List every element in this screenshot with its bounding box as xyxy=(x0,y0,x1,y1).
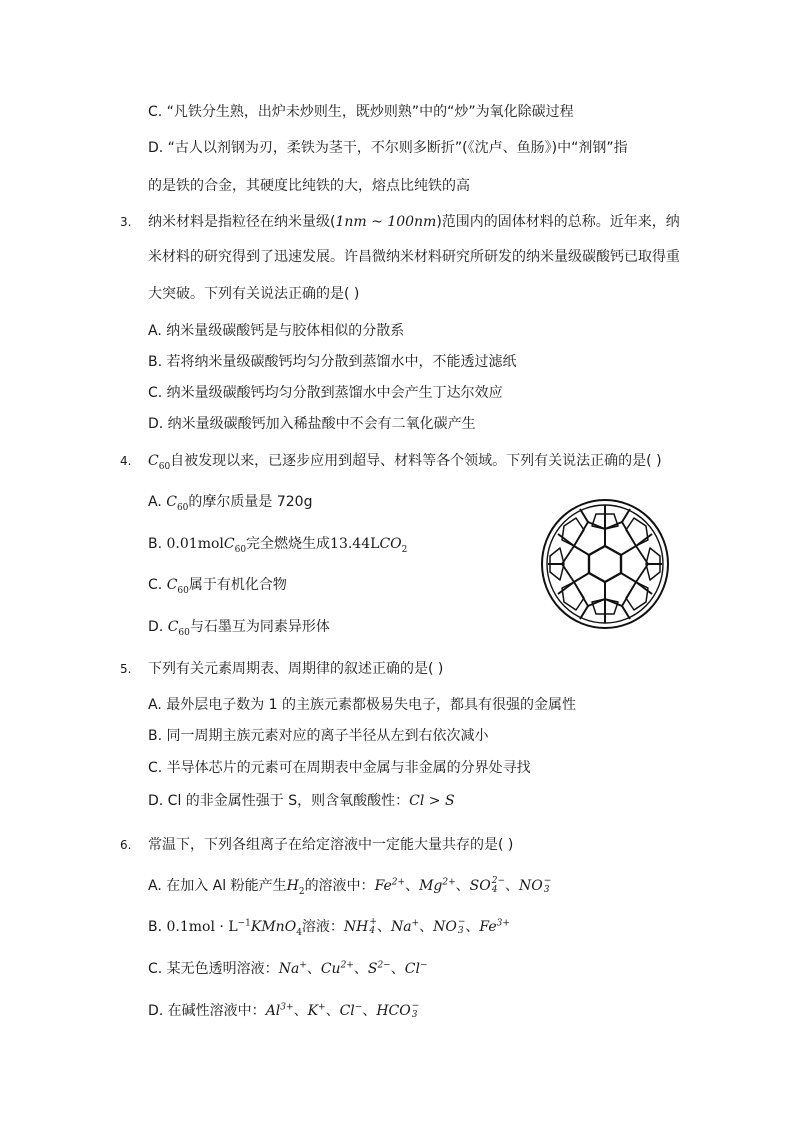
ion-k: K+ xyxy=(307,1002,326,1019)
q6-option-b-exp: −1 xyxy=(237,918,251,929)
q6-option-b-kmno4-sub: 4 xyxy=(296,927,302,938)
q5-option-b: B. 同一周期主族元素对应的离子半径从左到右依次减小 xyxy=(148,728,489,744)
q4-option-b-label: B. xyxy=(148,536,167,552)
fullerene-c60-figure xyxy=(538,496,672,632)
q4-option-c-text: 属于有机化合物 xyxy=(188,577,287,593)
q4-option-d-sub: 60 xyxy=(178,627,190,638)
ion-cl: Cl− xyxy=(404,960,428,977)
q3-option-c: C. 纳米量级碳酸钙均匀分散到蒸馏水中会产生丁达尔效应 xyxy=(148,385,503,401)
ion-fe3: $Fe^{3+}$ xyxy=(479,918,510,935)
ion-nh4: NH + 4 xyxy=(343,917,377,936)
q6-option-b: B. $0.1mol \cdot L^{-1}KMnO_4$溶液：NH + 4 、Na+、NO − 3 、$Fe^{3+}$ xyxy=(148,917,510,938)
ion-na: Na+ xyxy=(390,918,420,935)
ion-na: Na+ xyxy=(278,960,307,977)
q6-option-a: A. 在加入 Al 粉能产生$H_2$的溶液中：$Fe^{2+}$、$Mg^{2+}$、SO 2− 4 、NO − 3 xyxy=(148,876,552,897)
q5-option-d xyxy=(148,792,455,810)
q6-option-a-text: A. 在加入 Al 粉能产生 xyxy=(148,878,287,894)
q4-option-a-text: 的摩尔质量是 720g xyxy=(188,494,313,510)
ion-cu2: $Cu^{2+}$ xyxy=(320,960,354,977)
q6-option-a-h2-sub: 2 xyxy=(298,886,305,897)
ion-no3: NO − 3 xyxy=(433,917,466,936)
q3-stem-line1 xyxy=(148,213,680,231)
ion-cl: Cl− xyxy=(339,1002,363,1019)
q6-option-c: C. 某无色透明溶液：Na+、$Cu^{2+}$、$S^{2-}$、Cl− xyxy=(148,960,428,977)
q2-option-d-line2: 的是铁的合金，其硬度比纯铁的大，熔点比纯铁的高 xyxy=(148,178,470,194)
q3-option-b: B. 若将纳米量级碳酸钙均匀分散到蒸馏水中，不能透过滤纸 xyxy=(148,354,517,370)
q4-option-b-sub: 60 xyxy=(234,544,247,555)
q4-option-b xyxy=(148,535,407,553)
q6-option-a-mid: 的溶液中： xyxy=(304,878,375,894)
q4-option-a xyxy=(148,493,312,511)
q5-option-d-math: Cl > S xyxy=(409,793,455,809)
q4-option-b-formula: C xyxy=(223,536,235,552)
q4-option-d-text: 与石墨互为同素异形体 xyxy=(189,619,330,635)
q4-number: 4. xyxy=(120,454,132,468)
ion-fe2: $Fe^{2+}$ xyxy=(374,877,406,894)
q4-formula: C xyxy=(148,453,159,469)
q3-stem-line3: 大突破。下列有关说法正确的是( ) xyxy=(148,286,360,302)
q4-option-d-label: D. xyxy=(148,619,168,635)
q5-option-d-text: D. Cl 的非金属性强于 S，则含氧酸酸性： xyxy=(148,793,410,809)
q4-option-b-amount: 0.01mol xyxy=(166,536,224,552)
q4-option-b-co2: CO xyxy=(379,536,402,552)
ion-mg2: $Mg^{2+}$ xyxy=(419,877,456,894)
q3-stem-math1: 1nm xyxy=(335,214,367,230)
q6-option-d: D. 在碱性溶液中：$Al^{3+}$、K+、Cl−、HCO − 3 xyxy=(148,1001,420,1020)
q2-option-d-line1: D. “古人以剂钢为刃，柔铁为茎干，不尔则多断折”(《沈卢、鱼肠》)中“剂钢”指 xyxy=(148,140,628,156)
q3-option-a: A. 纳米量级碳酸钙是与胶体相似的分散系 xyxy=(148,323,405,339)
q4-formula-sub: 60 xyxy=(158,461,171,472)
q3-stem-tilde: ~ xyxy=(366,214,388,230)
q3-stem-math2: 100nm xyxy=(387,214,437,230)
q6-option-b-label: B. xyxy=(148,919,167,935)
q3-stem-line2: 米材料的研究得到了迅速发展。许昌微纳米材料研究所研发的纳米量级碳酸钙已取得重 xyxy=(148,249,680,265)
ion-s2: $S^{2-}$ xyxy=(367,960,391,977)
q4-option-a-label: A. xyxy=(148,494,167,510)
q3-option-d: D. 纳米量级碳酸钙加入稀盐酸中不会有二氧化碳产生 xyxy=(148,416,476,432)
q6-option-b-conc: 0.1mol · L xyxy=(166,919,238,935)
q5-option-c: C. 半导体芯片的元素可在周期表中金属与非金属的分界处寻找 xyxy=(148,760,531,776)
q4-option-c xyxy=(148,576,287,594)
q4-option-c-sub: 60 xyxy=(177,585,189,596)
q6-option-c-text: C. 某无色透明溶液： xyxy=(148,961,279,977)
q4-option-d-formula: C xyxy=(167,619,179,635)
q4-stem xyxy=(148,452,662,470)
q4-option-a-sub: 60 xyxy=(176,502,189,513)
q4-option-b-co2-sub: 2 xyxy=(401,544,408,555)
q4-option-c-formula: C xyxy=(166,577,178,593)
q6-stem: 常温下，下列各组离子在给定溶液中一定能大量共存的是( ) xyxy=(148,837,514,853)
q4-option-b-volume: 13.44L xyxy=(330,536,380,552)
ion-al3: $Al^{3+}$ xyxy=(265,1002,294,1019)
q6-option-b-kmno4: KMnO xyxy=(250,919,297,935)
q6-option-a-h2: H xyxy=(286,878,299,894)
q5-option-a: A. 最外层电子数为 1 的主族元素都极易失电子，都具有很强的金属性 xyxy=(148,697,577,713)
q4-option-d xyxy=(148,618,330,636)
q6-number: 6. xyxy=(120,838,132,852)
q3-stem-text-b: )范围内的固体材料的总称。近年来，纳 xyxy=(436,214,680,230)
q4-option-c-label: C. xyxy=(148,577,167,593)
ion-no3: NO − 3 xyxy=(519,876,552,895)
q5-number: 5. xyxy=(120,662,132,676)
q4-option-b-text: 完全燃烧生成 xyxy=(246,536,331,552)
q6-option-d-text: D. 在碱性溶液中： xyxy=(148,1003,266,1019)
q2-option-c: C. “凡铁分生熟，出炉未炒则生，既炒则熟”中的“炒”为氧化除碳过程 xyxy=(148,104,574,120)
ion-so4: SO 2− 4 xyxy=(469,876,506,895)
q6-option-b-mid: 溶液： xyxy=(301,919,344,935)
ion-hco3: HCO − 3 xyxy=(376,1001,420,1020)
q3-stem-text-a: 纳米材料是指粒径在纳米量级( xyxy=(148,214,336,230)
q5-stem: 下列有关元素周期表、周期律的叙述正确的是( ) xyxy=(148,661,444,677)
q4-stem-text: 自被发现以来，已逐步应用到超导、材料等各个领域。下列有关说法正确的是( ) xyxy=(170,453,662,469)
q4-option-a-formula: C xyxy=(166,494,177,510)
q3-number: 3. xyxy=(120,215,132,229)
